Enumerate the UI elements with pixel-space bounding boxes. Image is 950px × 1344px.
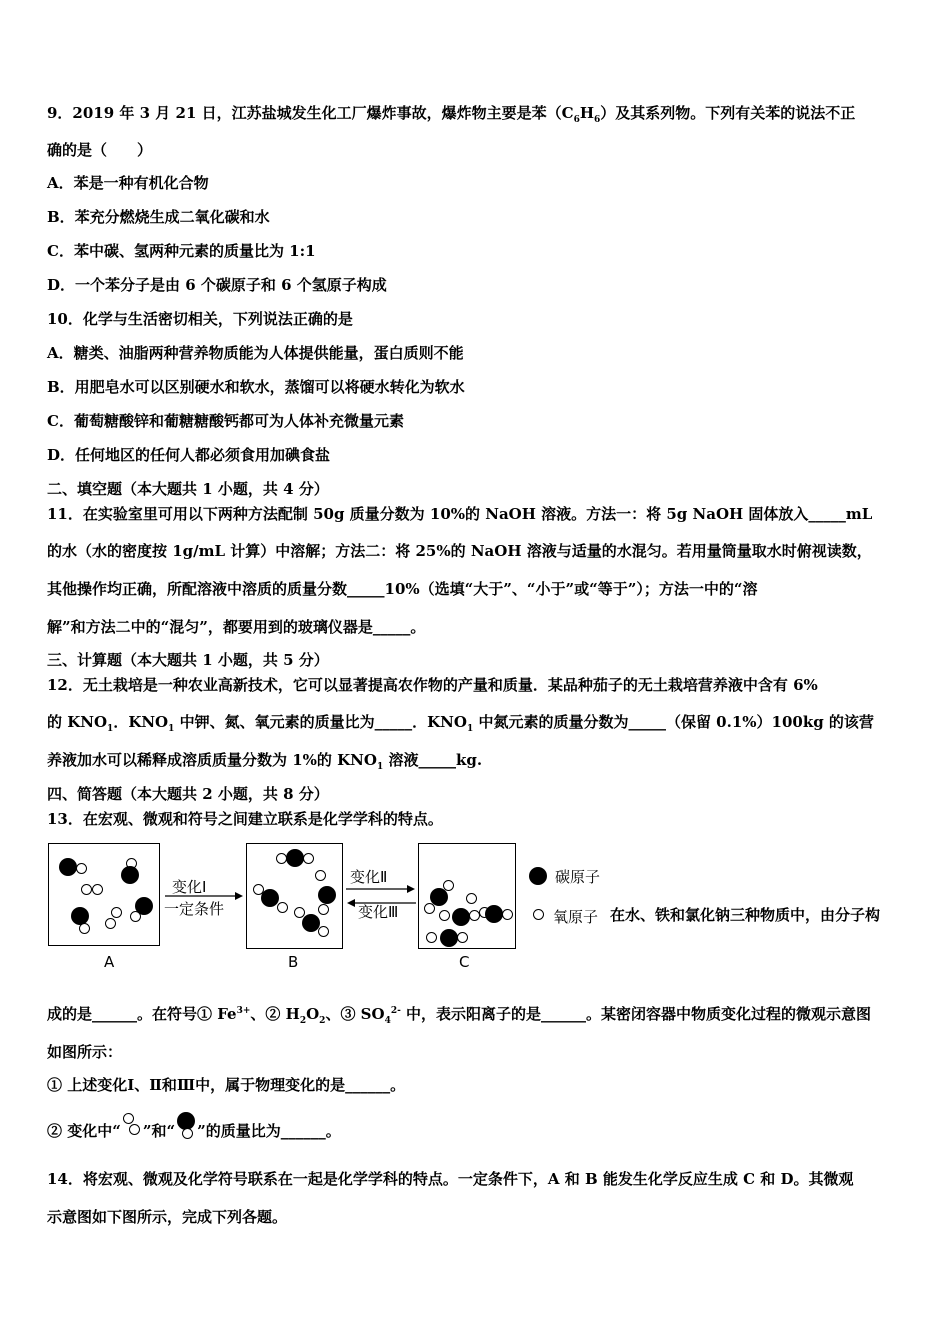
carbon-atom xyxy=(59,858,77,876)
legend-oxygen-label: 氧原子 xyxy=(553,908,599,926)
oxygen-atom xyxy=(457,932,468,943)
box-b-label: B xyxy=(288,953,299,971)
section2-heading: 二、填空题（本大题共 1 小题，共 4 分） xyxy=(47,480,329,498)
q10-stem: 10．化学与生活密切相关，下列说法正确的是 xyxy=(47,310,353,328)
oxygen-molecule-icon xyxy=(121,1122,143,1142)
oxygen-atom xyxy=(426,932,437,943)
box-a-label: A xyxy=(104,953,115,971)
q13-line3: 如图所示： xyxy=(47,1043,123,1061)
q12-line3: 养液加水可以稀释成溶质质量分数为 1%的 $KNO_1$ 溶液_____kg. xyxy=(47,751,483,772)
oxygen-atom xyxy=(502,909,513,920)
carbon-atom xyxy=(318,886,336,904)
arrow3-label: 变化Ⅲ xyxy=(358,903,399,921)
carbon-atom xyxy=(286,849,304,867)
box-c-label: C xyxy=(459,953,470,971)
q10-option-d: D．任何地区的任何人都必须食用加碘食盐 xyxy=(47,446,331,464)
section4-heading: 四、简答题（本大题共 2 小题，共 8 分） xyxy=(47,785,329,803)
oxygen-atom xyxy=(277,902,288,913)
q10-option-b: B．用肥皂水可以区别硬水和软水，蒸馏可以将硬水转化为软水 xyxy=(47,378,465,396)
q9-option-a: A．苯是一种有机化合物 xyxy=(47,174,209,192)
q13-text-after-diagram: 在水、铁和氯化钠三种物质中，由分子构 xyxy=(610,906,881,924)
oxygen-atom xyxy=(466,893,477,904)
q9-stem-line2: 确的是（ ） xyxy=(47,141,153,159)
oxygen-atom xyxy=(315,870,326,881)
oxygen-atom xyxy=(79,923,90,934)
q9-stem-line1: 9．2019 年 3 月 21 日，江苏盐城发生化工厂爆炸事故，爆炸物主要是苯$(C_6H_6)$及其系列物。下列有关苯的说法不正 xyxy=(47,104,856,125)
oxygen-atom xyxy=(105,918,116,929)
carbon-atom xyxy=(261,889,279,907)
q14-line2: 示意图如下图所示，完成下列各题。 xyxy=(47,1208,288,1226)
oxygen-atom xyxy=(111,907,122,918)
oxygen-atom xyxy=(318,904,329,915)
oxygen-atom xyxy=(424,903,435,914)
carbon-atom xyxy=(71,907,89,925)
arrow2-label: 变化Ⅱ xyxy=(350,868,388,886)
q12-line1: 12．无土栽培是一种农业高新技术，它可以显著提高农作物的产量和质量．某品种茄子的无土栽培营养液中含有 6% xyxy=(47,676,818,694)
oxygen-atom xyxy=(303,853,314,864)
q13-line4: ① 上述变化Ⅰ、Ⅱ和Ⅲ中，属于物理变化的是______。 xyxy=(47,1076,406,1094)
legend-oxygen-icon xyxy=(533,909,544,920)
carbon-atom xyxy=(121,866,139,884)
carbon-monoxide-molecule-icon xyxy=(175,1122,197,1142)
box-c xyxy=(418,843,516,949)
q13-line2: 成的是______。在符号① $Fe^{3+}$、② $H_2O_2$、③ $SO_4^{2-}$ 中，表示阳离子的是______。某密闭容器中物质变化过程的微观示意图 xyxy=(47,1005,872,1026)
box-b xyxy=(246,843,343,949)
carbon-atom xyxy=(452,908,470,926)
legend-carbon-icon xyxy=(529,867,547,885)
q13-stem: 13．在宏观、微观和符号之间建立联系是化学学科的特点。 xyxy=(47,810,443,828)
q14-line1: 14．将宏观、微观及化学符号联系在一起是化学学科的特点。一定条件下，A 和 B 能发生化学反应生成 C 和 D。其微观 xyxy=(47,1170,854,1188)
carbon-atom xyxy=(485,905,503,923)
q10-option-c: C．葡萄糖酸锌和葡糖糖酸钙都可为人体补充微量元素 xyxy=(47,412,404,430)
q13-line5: ② 变化中“ ”和“ ”的质量比为______。 xyxy=(47,1121,341,1142)
q11-line1: 11．在实验室里可用以下两种方法配制 50g 质量分数为 10%的 NaOH 溶液。方法一：将 5g NaOH 固体放入_____mL xyxy=(47,505,873,523)
oxygen-atom xyxy=(439,910,450,921)
arrow1-label: 变化Ⅰ xyxy=(172,878,207,896)
oxygen-atom xyxy=(92,884,103,895)
oxygen-atom xyxy=(81,884,92,895)
box-a xyxy=(48,843,160,946)
q11-line3: 其他操作均正确，所配溶液中溶质的质量分数_____10%（选填“大于”、“小于”或“等于”）；方法一中的“溶 xyxy=(47,580,758,598)
q9-option-b: B．苯充分燃烧生成二氧化碳和水 xyxy=(47,208,270,226)
oxygen-atom xyxy=(318,926,329,937)
q11-line4: 解”和方法二中的“混匀”，都要用到的玻璃仪器是_____。 xyxy=(47,618,426,636)
q12-line2: 的 $KNO_1$．$KNO_1$ 中钾、氮、氧元素的质量比为_____．$KNO_1$ 中氮元素的质量分数为_____（保留 0.1%）100kg 的该营 xyxy=(47,713,874,734)
carbon-atom xyxy=(440,929,458,947)
section3-heading: 三、计算题（本大题共 1 小题，共 5 分） xyxy=(47,651,329,669)
legend-carbon-label: 碳原子 xyxy=(555,868,601,886)
oxygen-atom xyxy=(130,911,141,922)
oxygen-atom xyxy=(76,863,87,874)
q11-line2: 的水（水的密度按 1g/mL 计算）中溶解；方法二：将 25%的 NaOH 溶液与适量的水混匀。若用量筒量取水时俯视读数， xyxy=(47,542,872,560)
q9-option-c: C．苯中碳、氢两种元素的质量比为 1:1 xyxy=(47,242,316,260)
q9-option-d: D．一个苯分子是由 6 个碳原子和 6 个氢原子构成 xyxy=(47,276,387,294)
q10-option-a: A．糖类、油脂两种营养物质能为人体提供能量，蛋白质则不能 xyxy=(47,344,464,362)
arrow1-condition: 一定条件 xyxy=(164,900,225,918)
